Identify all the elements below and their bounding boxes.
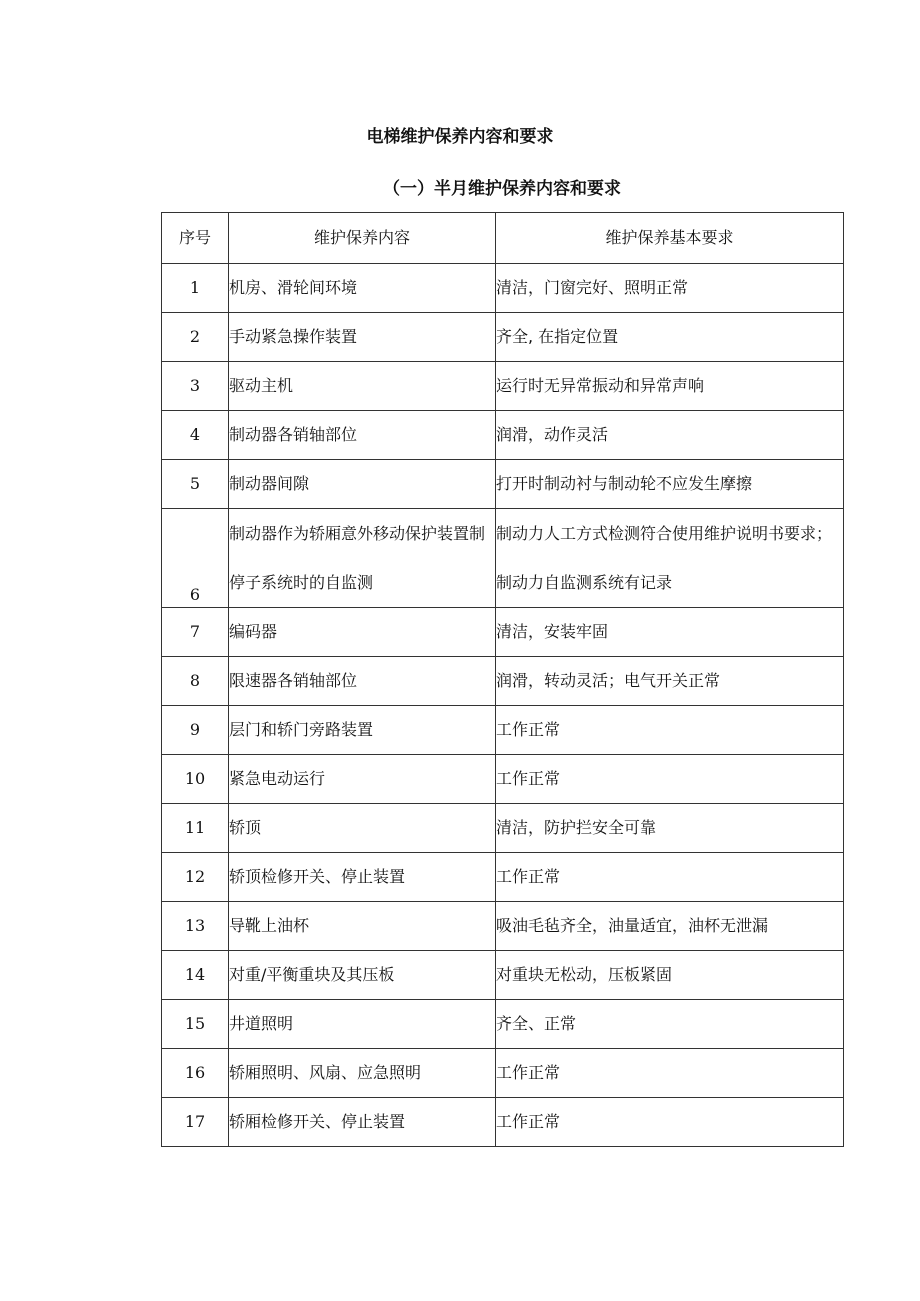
row-item: 紧急电动运行 <box>229 755 496 804</box>
table-row <box>162 411 844 460</box>
row-no: 7 <box>162 608 229 657</box>
row-item: 制动器各销轴部位 <box>229 411 496 460</box>
row-item: 轿顶检修开关、停止装置 <box>229 853 496 902</box>
table-row <box>162 313 844 362</box>
table-row <box>162 608 844 657</box>
table-row <box>162 460 844 509</box>
row-item: 导靴上油杯 <box>229 902 496 951</box>
table-row <box>162 706 844 755</box>
row-requirement: 工作正常 <box>496 1098 844 1147</box>
row-no: 12 <box>162 853 229 902</box>
row-item: 对重/平衡重块及其压板 <box>229 951 496 1000</box>
row-requirement: 清洁，安装牢固 <box>496 608 844 657</box>
table-row <box>162 902 844 951</box>
row-no: 11 <box>162 804 229 853</box>
row-requirement: 齐全, 在指定位置 <box>496 313 844 362</box>
row-item: 制动器作为轿厢意外移动保护装置制停子系统时的自监测 <box>229 509 496 608</box>
row-no: 9 <box>162 706 229 755</box>
row-requirement: 润滑，动作灵活 <box>496 411 844 460</box>
row-item: 井道照明 <box>229 1000 496 1049</box>
row-requirement: 制动力人工方式检测符合使用维护说明书要求；制动力自监测系统有记录 <box>496 509 844 608</box>
row-requirement: 清洁，门窗完好、照明正常 <box>496 264 844 313</box>
row-no: 17 <box>162 1098 229 1147</box>
row-requirement: 齐全、正常 <box>496 1000 844 1049</box>
table-row <box>162 1000 844 1049</box>
row-no: 15 <box>162 1000 229 1049</box>
row-item: 轿厢照明、风扇、应急照明 <box>229 1049 496 1098</box>
row-no: 14 <box>162 951 229 1000</box>
row-no: 1 <box>162 264 229 313</box>
maintenance-table <box>161 212 844 1147</box>
row-item: 制动器间隙 <box>229 460 496 509</box>
row-no: 6 <box>162 509 229 608</box>
row-no: 5 <box>162 460 229 509</box>
row-requirement: 工作正常 <box>496 706 844 755</box>
row-requirement: 运行时无异常振动和异常声响 <box>496 362 844 411</box>
table-row <box>162 951 844 1000</box>
table-row <box>162 264 844 313</box>
table-row <box>162 755 844 804</box>
table-row <box>162 509 844 608</box>
row-requirement: 工作正常 <box>496 853 844 902</box>
row-requirement: 润滑，转动灵活；电气开关正常 <box>496 657 844 706</box>
row-item: 手动紧急操作装置 <box>229 313 496 362</box>
row-no: 4 <box>162 411 229 460</box>
row-item: 层门和轿门旁路装置 <box>229 706 496 755</box>
row-requirement: 工作正常 <box>496 755 844 804</box>
row-requirement: 清洁，防护拦安全可靠 <box>496 804 844 853</box>
row-requirement: 工作正常 <box>496 1049 844 1098</box>
row-item: 机房、滑轮间环境 <box>229 264 496 313</box>
table-row <box>162 1098 844 1147</box>
header-no: 序号 <box>162 213 229 264</box>
header-requirement: 维护保养基本要求 <box>496 213 844 264</box>
row-item: 限速器各销轴部位 <box>229 657 496 706</box>
row-requirement: 吸油毛毡齐全，油量适宜，油杯无泄漏 <box>496 902 844 951</box>
row-no: 2 <box>162 313 229 362</box>
table-row <box>162 1049 844 1098</box>
row-item: 轿厢检修开关、停止装置 <box>229 1098 496 1147</box>
table-header-row <box>162 213 844 264</box>
row-no: 3 <box>162 362 229 411</box>
row-item: 驱动主机 <box>229 362 496 411</box>
row-item: 编码器 <box>229 608 496 657</box>
table-row <box>162 853 844 902</box>
row-no: 8 <box>162 657 229 706</box>
table-row <box>162 657 844 706</box>
table-row <box>162 804 844 853</box>
table-row <box>162 362 844 411</box>
header-item: 维护保养内容 <box>229 213 496 264</box>
row-requirement: 对重块无松动，压板紧固 <box>496 951 844 1000</box>
row-requirement: 打开时制动衬与制动轮不应发生摩擦 <box>496 460 844 509</box>
row-no: 10 <box>162 755 229 804</box>
document-title: 电梯维护保养内容和要求 <box>366 127 554 147</box>
row-no: 16 <box>162 1049 229 1098</box>
section-title: （一）半月维护保养内容和要求 <box>383 179 621 199</box>
row-item: 轿顶 <box>229 804 496 853</box>
row-no: 13 <box>162 902 229 951</box>
